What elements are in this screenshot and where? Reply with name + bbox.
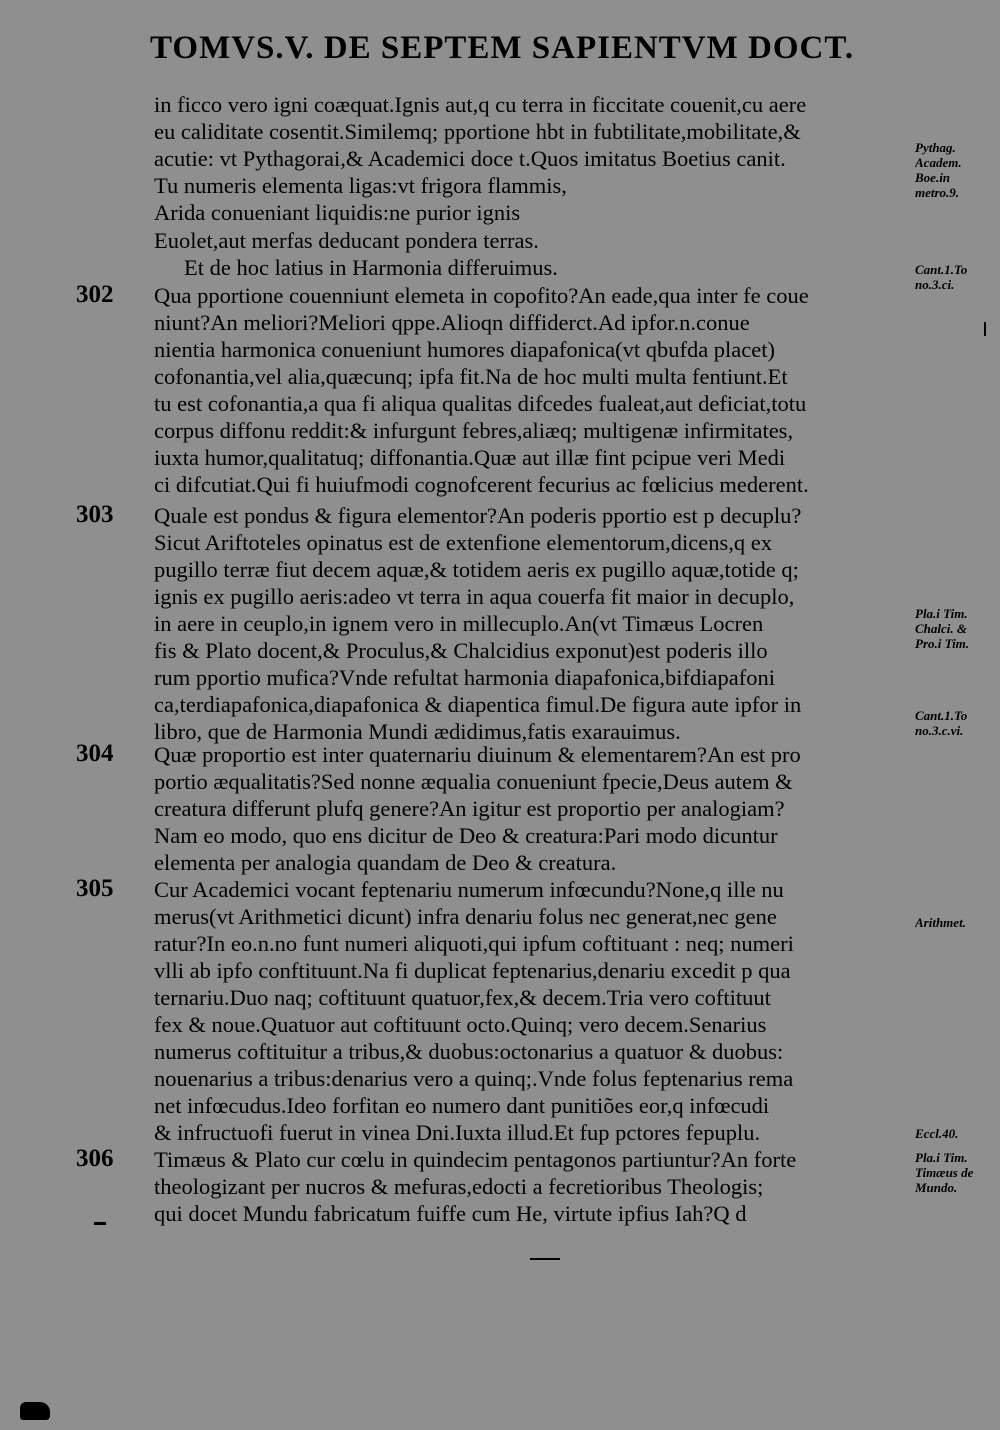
running-header: TOMVS.V. DE SEPTEM SAPIENTVM DOCT. [150, 30, 855, 66]
text-line: vlli ab ipfo conftituunt.Na fi duplicat feptenarius,denariu excedit p qua [154, 958, 791, 983]
text-line: portio æqualitatis?Sed nonne æqualia conueniunt fpecie,Deus autem & [154, 769, 793, 794]
text-line: Sicut Ariftoteles opinatus est de extenfione elementorum,dicens,q ex [154, 530, 772, 555]
ink-blot [20, 1402, 50, 1420]
text-line: merus(vt Arithmetici dicunt) infra denariu folus nec generat,nec gene [154, 904, 777, 929]
print-mark [984, 322, 986, 336]
margin-note: Cant.1.To no.3.ci. [915, 262, 968, 292]
text-line: libro, que de Harmonia Mundi ædidimus,fatis exarauimus. [154, 719, 681, 744]
text-line: fex & noue.Quatuor aut coftituunt octo.Quinq; vero decem.Senarius [154, 1012, 767, 1037]
text-line: ca,terdiapafonica,diapafonica & diapentica fimul.De figura aute ipfor in [154, 692, 802, 717]
text-line: Timæus & Plato cur cœlu in quindecim pentagonos partiuntur?An forte [154, 1147, 797, 1172]
text-line: nientia harmonica conueniunt humores diapafonica(vt qbufda placet) [154, 337, 776, 362]
text-line: net infœcudus.Ideo forfitan eo numero dant punitiões eor,q infœcudi [154, 1093, 770, 1118]
text-line: ratur?In eo.n.no funt numeri aliquoti,qui ipfum coftituant : neq; numeri [154, 931, 794, 956]
text-line: Et de hoc latius in Harmonia differuimus. [184, 255, 558, 280]
question-number: 304 [76, 740, 114, 767]
text-line: Qua pportione couenniunt elemeta in copofito?An eade,qua inter fe coue [154, 283, 809, 308]
text-line: Tu numeris elementa ligas:vt frigora flammis, [154, 173, 567, 198]
text-line: in ficco vero igni coæquat.Ignis aut,q cu terra in ficcitate couenit,cu aere [154, 92, 807, 117]
text-line: corpus diffonu reddit:& infurgunt febres,aliæq; multigenæ infirmitates, [154, 418, 794, 443]
text-line: numerus coftituitur a tribus,& duobus:octonarius a quatuor & duobus: [154, 1039, 784, 1064]
text-line: in aere in ceuplo,in ignem vero in millecuplo.An(vt Timæus Locren [154, 611, 764, 636]
text-line: ci difcutiat.Qui fi huiufmodi cognofcerent fecurius ac fœlicius mederent. [154, 472, 809, 497]
text-line: eu caliditate cosentit.Similemq; pportione hbt in fubtilitate,mobilitate,& [154, 119, 801, 144]
text-line: nouenarius a tribus:denarius vero a quinq;.Vnde folus feptenarius rema [154, 1066, 794, 1091]
question-number: 305 [76, 875, 114, 902]
text-line: Arida conueniant liquidis:ne purior ignis [154, 200, 521, 225]
margin-note: Eccl.40. [915, 1126, 959, 1141]
text-line: Euolet,aut merfas deducant pondera terras. [154, 228, 539, 253]
text-line: tu est cofonantia,a qua fi aliqua qualitas difcedes fualeat,aut deficiat,totu [154, 391, 807, 416]
margin-note: Pla.i Tim. Timæus de Mundo. [915, 1150, 974, 1195]
text-line: ternariu.Duo naq; coftituunt quatuor,fex,& decem.Tria vero coftituut [154, 985, 771, 1010]
margin-note: Cant.1.To no.3.c.vi. [915, 708, 968, 738]
text-line: ignis ex pugillo aeris:adeo vt terra in aqua couerfa fit maior in decuplo, [154, 584, 795, 609]
print-mark [530, 1258, 560, 1260]
text-line: fis & Plato docent,& Proculus,& Chalcidius exponut)est poderis illo [154, 638, 768, 663]
text-line: qui docet Mundu fabricatum fuiffe cum He, virtute ipfius Iah?Q d [154, 1201, 747, 1226]
question-number: 302 [76, 281, 114, 308]
text-line: Quæ proportio est inter quaternariu diuinum & elementarem?An est pro [154, 742, 801, 767]
question-number: 303 [76, 501, 114, 528]
text-line: cofonantia,vel alia,quæcunq; ipfa fit.Na de hoc multi multa fentiunt.Et [154, 364, 788, 389]
text-line: & infructuofi fuerut in vinea Dni.Iuxta illud.Et fup pctores fepuplu. [154, 1120, 761, 1145]
text-line: Cur Academici vocant feptenariu numerum infœcundu?None,q ille nu [154, 877, 784, 902]
text-line: Quale est pondus & figura elementor?An poderis pportio est p decuplu? [154, 503, 802, 528]
question-number: 306 [76, 1145, 114, 1172]
text-line: pugillo terræ fiut decem aquæ,& totidem aeris ex pugillo aquæ,totide q; [154, 557, 799, 582]
text-line: creatura differunt plufq genere?An igitur est proportio per analogiam? [154, 796, 785, 821]
text-line: rum pportio mufica?Vnde refultat harmonia diapafonica,bifdiapafoni [154, 665, 776, 690]
text-line: theologizant per nucros & mefuras,edocti a fecretioribus Theologis; [154, 1174, 764, 1199]
print-mark [94, 1222, 106, 1225]
margin-note: Pythag. Academ. Boe.in metro.9. [915, 140, 962, 200]
text-line: niunt?An meliori?Meliori qppe.Alioqn diffiderct.Ad ipfor.n.conue [154, 310, 750, 335]
text-line: Nam eo modo, quo ens dicitur de Deo & creatura:Pari modo dicuntur [154, 823, 778, 848]
margin-note: Arithmet. [915, 915, 966, 930]
text-line: iuxta humor,qualitatuq; diffonantia.Quæ aut illæ fint pcipue veri Medi [154, 445, 786, 470]
text-line: acutie: vt Pythagorai,& Academici doce t.Quos imitatus Boetius canit. [154, 146, 786, 171]
text-line: elementa per analogia quandam de Deo & creatura. [154, 850, 617, 875]
margin-note: Pla.i Tim. Chalci. & Pro.i Tim. [915, 606, 970, 651]
